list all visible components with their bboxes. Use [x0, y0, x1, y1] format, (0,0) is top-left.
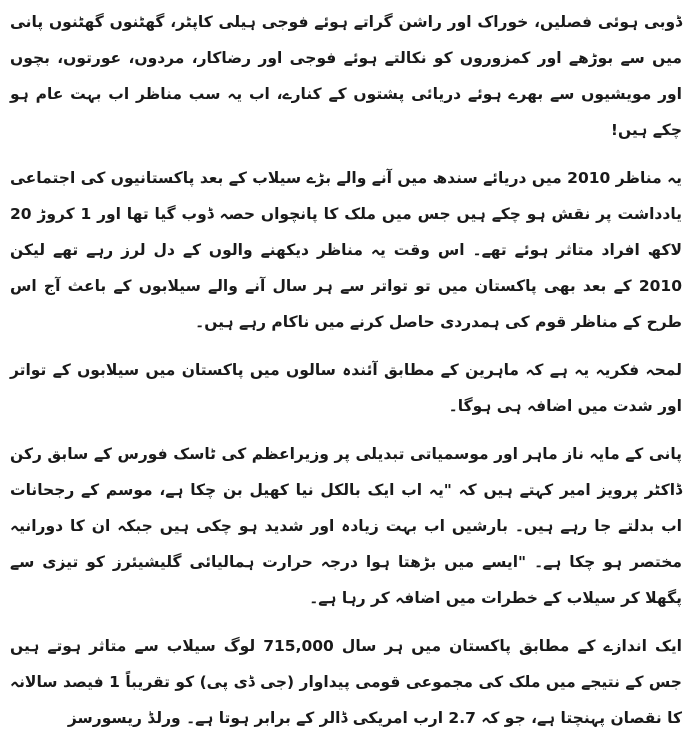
paragraph-expert-quote: پانی کے مایہ ناز ماہر اور موسمیاتی تبدیلی پر وزیراعظم کی ٹاسک فورس کے سابق رکن ڈاکٹر پرویز امیر کہتے ہیں کہ "یہ اب ایک بالکل نیا کھیل بن چکا ہے، موسم کے رجحانات اب بدلتے جا رہے ہیں۔ بارشیں اب بہت زیادہ اور شدید ہو چکی ہیں جبکہ ان کا دورانیہ مختصر ہو چکا ہے۔ "ایسے میں بڑھتا ہوا درجہ حرارت ہمالیائی گلیشیئرز کو تیزی سے پگھلا کر سیلاب کے خطرات میں اضافہ کر رہا ہے۔ — [10, 445, 682, 607]
article-body — [10, 4, 682, 748]
paragraph-experts-warning: لمحہ فکریہ یہ ہے کہ ماہرین کے مطابق آئندہ سالوں میں پاکستان میں سیلابوں کے تواتر اور شدت میں اضافہ ہی ہوگا۔ — [10, 361, 682, 415]
paragraph-2010-flood: یہ مناظر 2010 میں دریائے سندھ میں آنے والے بڑے سیلاب کے بعد پاکستانیوں کی اجتماعی یادداشت پر نقش ہو چکے ہیں جس میں ملک کا پانچواں حصہ ڈوب گیا تھا اور 1 کروڑ 20 لاکھ افراد متاثر ہوئے تھے۔ اس وقت یہ مناظر دیکھنے والوں کے دل لرز رہے تھے لیکن 2010 کے بعد بھی پاکستان میں تو تواتر سے ہر سال آنے والے سیلابوں کے باعث آج اس طرح کے مناظر قوم کی ہمدردی حاصل کرنے میں ناکام رہے ہیں۔ — [10, 169, 682, 331]
paragraph-flood-scenes: ڈوبی ہوئی فصلیں، خوراک اور راشن گراتے ہوئے فوجی ہیلی کاپٹر، گھٹنوں گھٹنوں پانی میں سے بوڑھے اور کمزوروں کو نکالتے ہوئے فوجی اور رضاکار، مردوں، عورتوں، بچوں اور مویشیوں سے بھرے ہوئے دریائی پشتوں کے کنارے، اب یہ سب مناظر اب بہت عام ہو چکے ہیں! — [10, 13, 682, 139]
paragraph-economic-impact: ایک اندازے کے مطابق پاکستان میں ہر سال 715,000 لوگ سیلاب سے متاثر ہوتے ہیں جس کے نتیجے میں ملک کی مجموعی قومی پیداوار (جی ڈی پی) کو تقریباً 1 فیصد سالانہ کا نقصان پہنچتا ہے، جو کہ 2.7 ارب امریکی ڈالر کے برابر ہوتا ہے۔ ورلڈ ریسورسز — [10, 637, 682, 727]
